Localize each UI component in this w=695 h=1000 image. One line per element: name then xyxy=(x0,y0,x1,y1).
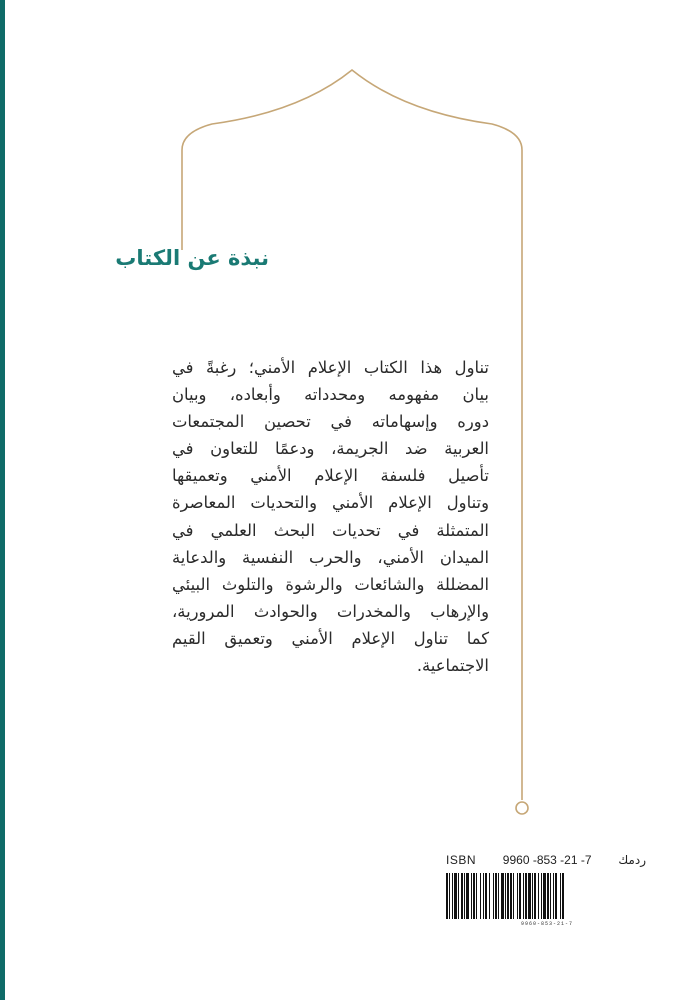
barcode-bar xyxy=(480,873,481,919)
barcode-bar xyxy=(452,873,453,919)
summary-line: المضللة والشائعات والرشوة والتلوث البيئي xyxy=(172,574,489,594)
barcode-bar xyxy=(464,873,465,919)
barcode-caption: 9960-853-21-7 xyxy=(520,921,573,927)
barcode-bar xyxy=(517,873,518,919)
isbn-label: ISBN xyxy=(446,853,477,867)
summary-line: الاجتماعية. xyxy=(416,656,489,676)
summary-line: العربية ضد الجريمة، ودعمًا للتعاون في xyxy=(172,439,489,459)
frame-end-dot xyxy=(516,802,528,814)
barcode-bar xyxy=(446,873,448,919)
barcode-bar xyxy=(528,873,531,919)
barcode-bar xyxy=(483,873,484,919)
barcode-bar xyxy=(550,873,551,919)
summary-line: تناول هذا الكتاب الإعلام الأمني؛ رغبةً في xyxy=(172,358,489,377)
summary-line: والإرهاب والمخدرات والحوادث المرورية، xyxy=(172,601,489,621)
summary-line: بيان مفهومه ومحدداته وأبعاده، وبيان xyxy=(172,385,489,405)
barcode-bar xyxy=(532,873,533,919)
isbn-number: 9960 -853 -21 -7 xyxy=(502,853,592,867)
isbn-barcode xyxy=(445,873,647,921)
barcode-bar xyxy=(513,873,514,919)
barcode-bar xyxy=(555,873,557,919)
barcode-bar xyxy=(473,873,475,919)
barcode-bar xyxy=(454,873,457,919)
isbn-line xyxy=(446,853,646,867)
barcode-bar xyxy=(507,873,509,919)
summary-line: وتناول الإعلام الأمني والتحديات المعاصرة xyxy=(172,493,489,513)
book-summary-text xyxy=(172,354,489,679)
barcode-bar xyxy=(489,873,490,919)
barcode-bar xyxy=(471,873,472,919)
barcode-bar xyxy=(493,873,494,919)
summary-line: دوره وإسهاماته في تحصين المجتمعات xyxy=(172,412,489,432)
barcode-bar xyxy=(498,873,499,919)
summary-line: كما تناول الإعلام الأمني وتعميق القيم xyxy=(172,628,489,648)
barcode-bar xyxy=(562,873,564,919)
barcode-bar xyxy=(519,873,521,919)
barcode-bar xyxy=(553,873,554,919)
barcode-bar xyxy=(449,873,450,919)
barcode-bar xyxy=(505,873,506,919)
summary-line: تأصيل فلسفة الإعلام الأمني وتعميقها xyxy=(172,466,489,486)
barcode-bar xyxy=(541,873,542,919)
barcode-bar xyxy=(476,873,477,919)
summary-line: المتمثلة في تحديات البحث العلمي في xyxy=(172,520,489,540)
barcode-bar xyxy=(534,873,536,919)
barcode-bar xyxy=(525,873,527,919)
barcode-bar xyxy=(538,873,539,919)
barcode-bar xyxy=(466,873,469,919)
barcode-bar xyxy=(485,873,487,919)
barcode-bar xyxy=(501,873,504,919)
isbn-arabic-label: ردمك xyxy=(618,853,646,867)
barcode-bar xyxy=(495,873,497,919)
barcode-bar xyxy=(510,873,512,919)
section-heading: نبذة عن الكتاب xyxy=(115,246,269,270)
barcode-bar xyxy=(547,873,549,919)
barcode-bar xyxy=(461,873,463,919)
summary-line: الميدان الأمني، والحرب النفسية والدعاية xyxy=(172,547,489,567)
barcode-bar xyxy=(523,873,524,919)
barcode-bar xyxy=(560,873,561,919)
barcode-bar xyxy=(458,873,459,919)
barcode-bar xyxy=(543,873,546,919)
